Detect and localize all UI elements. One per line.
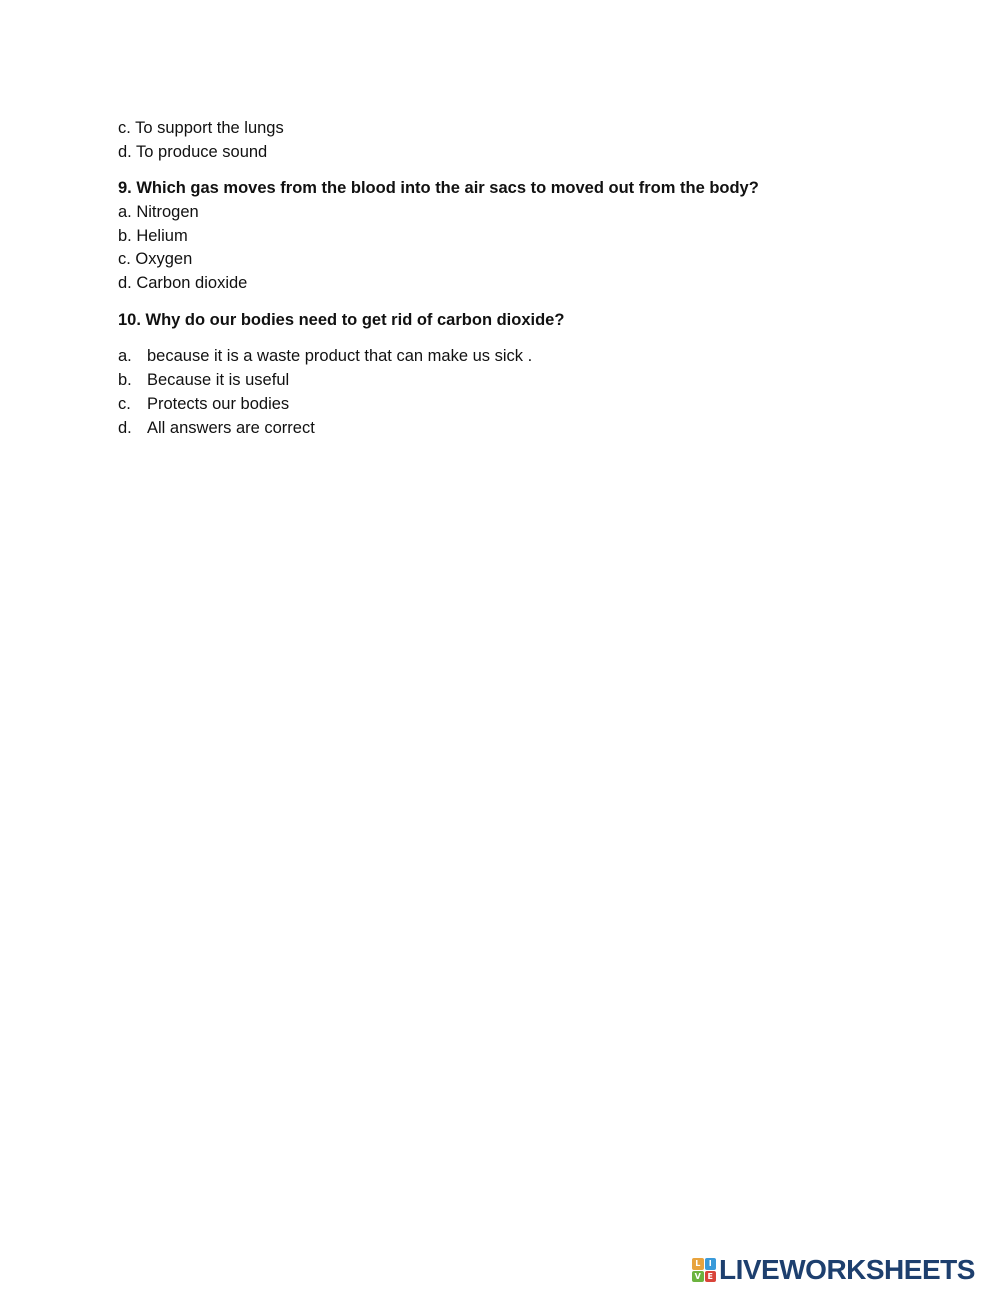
option-text: All answers are correct (147, 419, 315, 437)
q10-question: 10. Why do our bodies need to get rid of carbon dioxide? (118, 311, 565, 329)
option-letter: b. (118, 371, 132, 389)
q10-option-a[interactable] (118, 346, 532, 366)
q8-option-c[interactable]: c. To support the lungs (118, 119, 284, 137)
liveworksheets-logo (692, 1255, 975, 1285)
option-letter: d. (118, 419, 132, 437)
option-letter: c. (118, 395, 131, 413)
logo-text: LIVEWORKSHEETS (719, 1254, 975, 1285)
q8-option-d[interactable]: d. To produce sound (118, 143, 268, 161)
q10-option-c[interactable] (118, 394, 289, 414)
live-icon-e: E (705, 1271, 717, 1283)
q9-question: 9. Which gas moves from the blood into the air sacs to moved out from the body? (118, 179, 759, 197)
q10-option-b[interactable] (118, 370, 289, 390)
q9-option-a[interactable]: a. Nitrogen (118, 203, 199, 221)
q9-option-d[interactable]: d. Carbon dioxide (118, 274, 248, 292)
option-letter: a. (118, 347, 132, 365)
option-text: Protects our bodies (147, 395, 290, 413)
live-icon-v: V (692, 1271, 704, 1283)
option-text: Because it is useful (147, 371, 290, 389)
option-text: because it is a waste product that can make us sick . (147, 347, 533, 365)
q9-option-c[interactable]: c. Oxygen (118, 250, 193, 268)
live-icon-l: L (692, 1258, 704, 1270)
live-icon (692, 1258, 716, 1282)
q10-option-d[interactable] (118, 418, 315, 438)
live-icon-i: I (705, 1258, 717, 1270)
q9-option-b[interactable]: b. Helium (118, 227, 188, 245)
